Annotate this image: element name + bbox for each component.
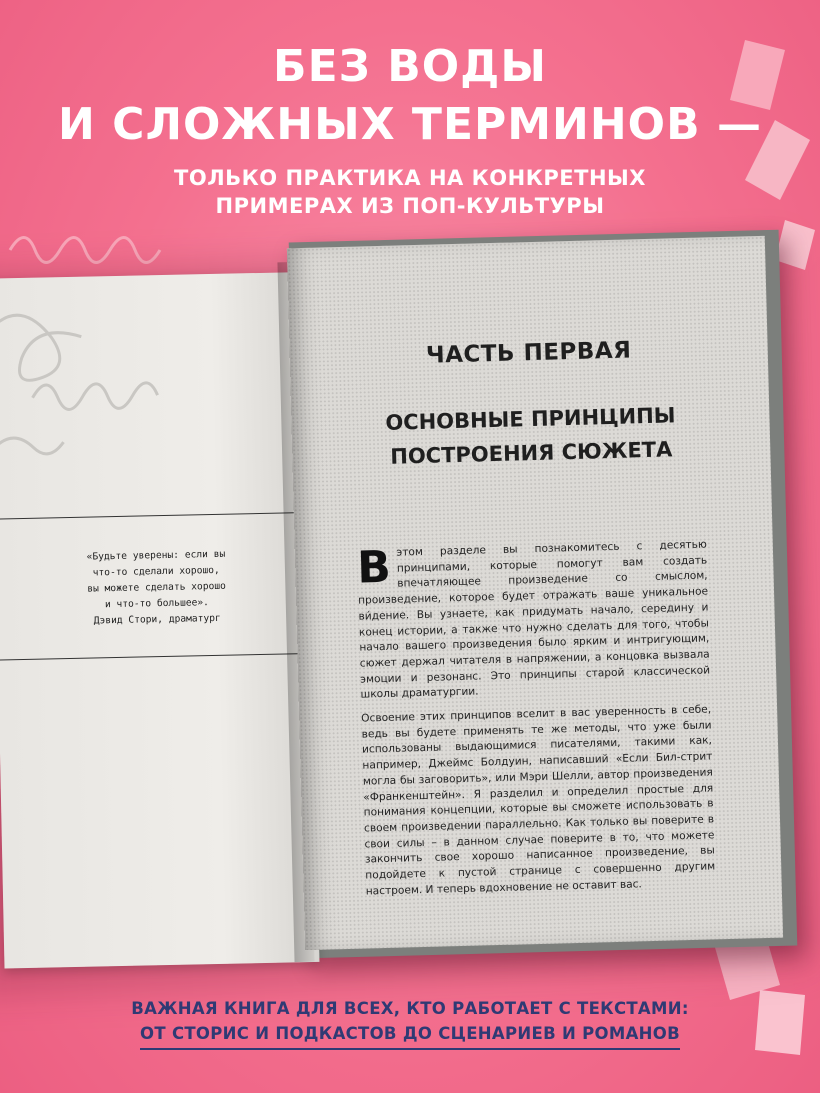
right-page — [287, 236, 783, 950]
paragraph-1-text: этом разделе вы познакомитесь с десятью принципами, которые помогут вам создать впечатляющее произведение со смыслом, произведение, которое будет отражать ваше уникальное ви́дение. Вы узнаете, как придумать начало, середину и конец истории, а также что нужно сделать для того, чтобы начало вашего произведения было ярким и интригующим, сюжет держал читателя в напряжении, а концовка вызвала эмоции и резонанс. Это принципы старой классической школы драматургии. — [357, 538, 711, 701]
subheadline-line-1: ТОЛЬКО ПРАКТИКА НА КОНКРЕТНЫХ — [174, 166, 646, 190]
chapter-body — [357, 537, 716, 908]
subheadline-line-2: ПРИМЕРАХ ИЗ ПОП-КУЛЬТУРЫ — [215, 194, 605, 218]
epigraph-quote — [36, 546, 278, 631]
footer-line-2: ОТ СТОРИС И ПОДКАСТОВ ДО СЦЕНАРИЕВ И РОМАНОВ — [140, 1021, 680, 1050]
epigraph-line: «Будьте уверены: если вы — [86, 548, 226, 563]
headline-line-1: БЕЗ ВОДЫ — [273, 41, 547, 92]
footer-tagline — [0, 996, 820, 1050]
epigraph-line: и что-то большее». — [104, 597, 210, 611]
part-title: ЧАСТЬ ПЕРВАЯ — [425, 337, 632, 369]
paragraph-2: Освоение этих принципов вселит в вас уверенность в себе, ведь вы будете применять те же методы, что уже были использованы выдающимися писателями, такими как, например, Джеймс Болдуин, написавший «Если Бил-стрит могла бы заговорить», или Мэри Шелли, автор произведения «Франкенштейн». Я разделил и определил простые для понимания концепции, которые вы сможете использовать в своем произведении параллельно. Как только вы поверите в свои силы – в данном случае поверите в то, что можете закончить свое хорошо написанное произведение, вы подойдете к пустой странице с совершенно другим настроем. И теперь вдохновение не оставит вас. — [361, 703, 716, 898]
paragraph-1 — [357, 537, 711, 703]
left-page — [0, 272, 319, 968]
page-scribble-icon — [0, 284, 214, 469]
chapter-title-line-2: ПОСТРОЕНИЯ СЮЖЕТА — [390, 437, 673, 469]
chapter-title — [291, 396, 771, 476]
footer-line-1: ВАЖНАЯ КНИГА ДЛЯ ВСЕХ, КТО РАБОТАЕТ С ТЕКСТАМИ: — [131, 999, 689, 1018]
headline — [0, 38, 820, 154]
epigraph-line: вы можете сделать хорошо — [87, 580, 226, 595]
epigraph-line: что-то сделали хорошо, — [92, 564, 220, 579]
epigraph-box — [0, 512, 298, 660]
epigraph-author: Дэвид Стори, драматург — [93, 612, 221, 627]
headline-line-2: И СЛОЖНЫХ ТЕРМИНОВ — — [58, 99, 762, 150]
chapter-title-line-1: ОСНОВНЫЕ ПРИНЦИПЫ — [385, 403, 676, 435]
drop-cap: В — [356, 541, 392, 594]
subheadline — [0, 164, 820, 220]
